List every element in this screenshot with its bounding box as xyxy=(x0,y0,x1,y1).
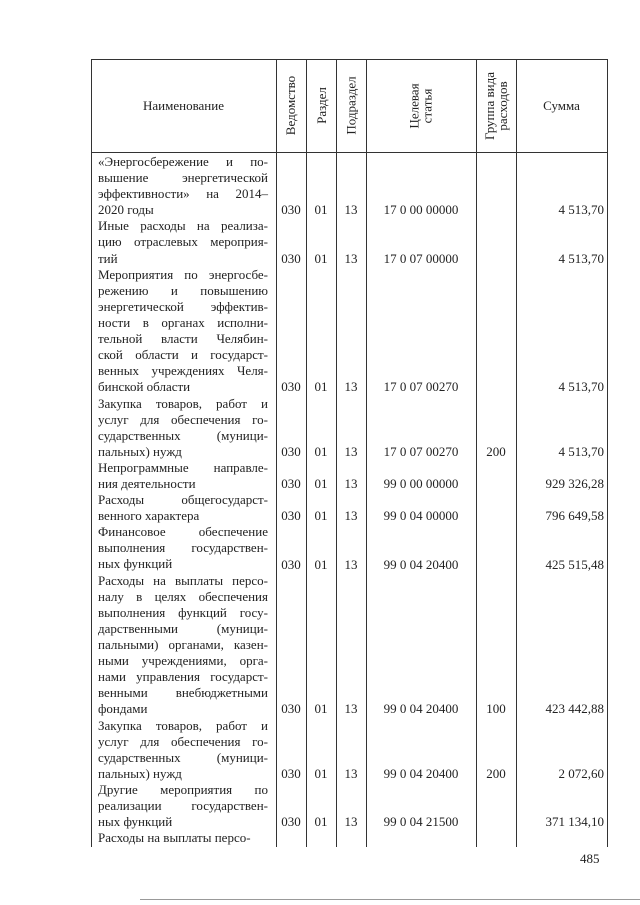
header-vedomstvo-label: Ведомство xyxy=(283,75,299,136)
row-pod: 13 xyxy=(344,556,358,572)
row-ved: 030 xyxy=(281,475,301,491)
row-name-line: тий xyxy=(98,250,118,266)
row-name xyxy=(98,524,268,572)
row-divider xyxy=(91,59,607,60)
row-razd: 01 xyxy=(314,443,328,459)
row-cel: 99 0 00 00000 xyxy=(383,475,459,491)
row-pod: 13 xyxy=(344,202,358,218)
row-cel: 17 0 07 00270 xyxy=(383,443,459,459)
row-name-line: ской области и государст- xyxy=(98,347,268,363)
header-sum: Сумма xyxy=(543,97,580,113)
table-row xyxy=(91,524,607,572)
column-divider xyxy=(366,59,367,847)
row-sum: 796 649,58 xyxy=(545,508,604,524)
row-ved: 030 xyxy=(281,250,301,266)
row-name-line: реализации государствен- xyxy=(98,797,268,813)
row-grp: 100 xyxy=(486,701,506,717)
row-ved: 030 xyxy=(281,701,301,717)
row-name xyxy=(98,396,268,460)
row-name-line: венными внебюджетными xyxy=(98,685,268,701)
header-target-line2: статья xyxy=(419,88,435,123)
row-cel: 99 0 04 20400 xyxy=(383,701,459,717)
row-pod: 13 xyxy=(344,508,358,524)
row-name xyxy=(98,830,268,846)
row-sum: 4 513,70 xyxy=(558,443,604,459)
row-name xyxy=(98,154,268,218)
row-name-line: налу в целях обеспечения xyxy=(98,588,268,604)
row-name-line: бинской области xyxy=(98,379,191,395)
table-row xyxy=(91,782,607,830)
row-pod: 13 xyxy=(344,701,358,717)
row-name-line: ных функций xyxy=(98,556,173,572)
row-name-line: Закупка товаров, работ и xyxy=(98,395,268,411)
table-row xyxy=(91,396,607,460)
row-cel: 99 0 04 00000 xyxy=(383,508,459,524)
row-razd: 01 xyxy=(314,814,328,830)
header-target-line1: Целевая xyxy=(406,82,422,129)
row-name-line: Расходы на выплаты персо- xyxy=(98,830,251,846)
row-name-line: сударственных (муници- xyxy=(98,749,268,765)
row-name-line: Мероприятия по энергосбе- xyxy=(98,266,268,282)
row-name-line: пальными) органами, казен- xyxy=(98,636,268,652)
row-name-line: сударственных (муници- xyxy=(98,427,268,443)
row-name-line: пальных) нужд xyxy=(98,443,182,459)
row-name-line: ными учреждениями, орга- xyxy=(98,653,268,669)
row-cel: 99 0 04 20400 xyxy=(383,556,459,572)
table-row xyxy=(91,154,607,218)
row-cel: 17 0 00 00000 xyxy=(383,202,459,218)
column-divider xyxy=(276,59,277,847)
row-sum: 929 326,28 xyxy=(545,475,604,491)
row-name-line: Расходы на выплаты персо- xyxy=(98,572,268,588)
row-sum: 423 442,88 xyxy=(545,701,604,717)
row-name xyxy=(98,718,268,782)
table-row xyxy=(91,460,607,492)
row-pod: 13 xyxy=(344,765,358,781)
header-vedomstvo xyxy=(276,59,306,152)
row-pod: 13 xyxy=(344,814,358,830)
row-sum: 425 515,48 xyxy=(545,556,604,572)
row-cel: 17 0 07 00000 xyxy=(383,250,459,266)
row-razd: 01 xyxy=(314,765,328,781)
header-razdel xyxy=(306,59,336,152)
table-row xyxy=(91,573,607,718)
row-name xyxy=(98,492,268,524)
row-name-line: дарственными (муници- xyxy=(98,620,268,636)
row-cel: 99 0 04 21500 xyxy=(383,814,459,830)
row-ved: 030 xyxy=(281,202,301,218)
row-name-line: «Энергосбережение и по- xyxy=(98,154,268,169)
row-sum: 2 072,60 xyxy=(558,765,604,781)
header-target-article-label xyxy=(408,83,434,128)
row-name-line: эффективности» на 2014– xyxy=(98,186,268,202)
row-name-line: Другие мероприятия по xyxy=(98,781,268,797)
row-name-line: фондами xyxy=(98,701,148,717)
column-divider xyxy=(306,59,307,847)
table-row xyxy=(91,830,607,846)
row-sum: 4 513,70 xyxy=(558,250,604,266)
row-name-line: ния деятельности xyxy=(98,475,196,491)
row-name-line: ных функций xyxy=(98,814,173,830)
row-ved: 030 xyxy=(281,443,301,459)
column-divider xyxy=(336,59,337,847)
table-row xyxy=(91,218,607,266)
column-divider xyxy=(91,59,92,847)
row-name-line: выполнения функций госу- xyxy=(98,604,268,620)
row-sum: 371 134,10 xyxy=(545,814,604,830)
header-razdel-label: Раздел xyxy=(313,87,329,124)
page-number: 485 xyxy=(580,851,600,866)
row-grp: 200 xyxy=(486,443,506,459)
header-group-line1: Группа вида xyxy=(482,71,498,140)
row-pod: 13 xyxy=(344,379,358,395)
row-grp: 200 xyxy=(486,765,506,781)
row-cel: 17 0 07 00270 xyxy=(383,379,459,395)
table-row xyxy=(91,718,607,782)
row-pod: 13 xyxy=(344,443,358,459)
row-ved: 030 xyxy=(281,556,301,572)
row-divider xyxy=(91,152,607,153)
row-name-line: Иные расходы на реализа- xyxy=(98,218,268,234)
row-sum: 4 513,70 xyxy=(558,202,604,218)
row-name xyxy=(98,782,268,830)
header-podrazdel xyxy=(336,59,366,152)
table-row xyxy=(91,492,607,524)
row-ved: 030 xyxy=(281,508,301,524)
row-name-line: режению и повышению xyxy=(98,282,268,298)
row-pod: 13 xyxy=(344,250,358,266)
row-name xyxy=(98,267,268,396)
column-divider xyxy=(516,59,517,847)
row-razd: 01 xyxy=(314,701,328,717)
footer-rule xyxy=(140,899,640,900)
row-name-line: 2020 годы xyxy=(98,202,154,218)
row-name-line: тельной власти Челябин- xyxy=(98,331,268,347)
header-podrazdel-label: Подраздел xyxy=(343,76,359,135)
row-name-line: венных учреждениях Челя- xyxy=(98,363,268,379)
column-divider xyxy=(476,59,477,847)
row-cel: 99 0 04 20400 xyxy=(383,765,459,781)
row-name-line: Финансовое обеспечение xyxy=(98,524,268,540)
row-razd: 01 xyxy=(314,508,328,524)
row-name-line: нами управления государст- xyxy=(98,669,268,685)
column-divider xyxy=(607,59,608,847)
row-razd: 01 xyxy=(314,202,328,218)
row-name-line: Закупка товаров, работ и xyxy=(98,717,268,733)
row-name-line: выполнения государствен- xyxy=(98,540,268,556)
row-sum: 4 513,70 xyxy=(558,379,604,395)
row-name-line: пальных) нужд xyxy=(98,765,182,781)
row-name-line: цию отраслевых мероприя- xyxy=(98,234,268,250)
row-name xyxy=(98,460,268,492)
header-name: Наименование xyxy=(143,97,224,113)
row-name xyxy=(98,218,268,266)
row-razd: 01 xyxy=(314,556,328,572)
row-name-line: вышение энергетической xyxy=(98,170,268,186)
row-ved: 030 xyxy=(281,379,301,395)
row-name-line: услуг для обеспечения го- xyxy=(98,411,268,427)
header-group-line2: расходов xyxy=(495,80,511,131)
row-razd: 01 xyxy=(314,475,328,491)
header-expense-group-label xyxy=(483,72,509,140)
row-name-line: Расходы общегосударст- xyxy=(98,492,268,508)
row-name xyxy=(98,573,268,718)
row-name-line: венного характера xyxy=(98,508,200,524)
row-pod: 13 xyxy=(344,475,358,491)
table-row xyxy=(91,267,607,396)
row-name-line: ности в органах исполни- xyxy=(98,314,268,330)
row-name-line: энергетической эффектив- xyxy=(98,298,268,314)
row-name-line: услуг для обеспечения го- xyxy=(98,733,268,749)
row-razd: 01 xyxy=(314,379,328,395)
row-ved: 030 xyxy=(281,765,301,781)
header-target-article xyxy=(366,59,476,152)
row-ved: 030 xyxy=(281,814,301,830)
header-expense-group xyxy=(476,59,516,152)
row-name-line: Непрограммные направле- xyxy=(98,459,268,475)
row-razd: 01 xyxy=(314,250,328,266)
